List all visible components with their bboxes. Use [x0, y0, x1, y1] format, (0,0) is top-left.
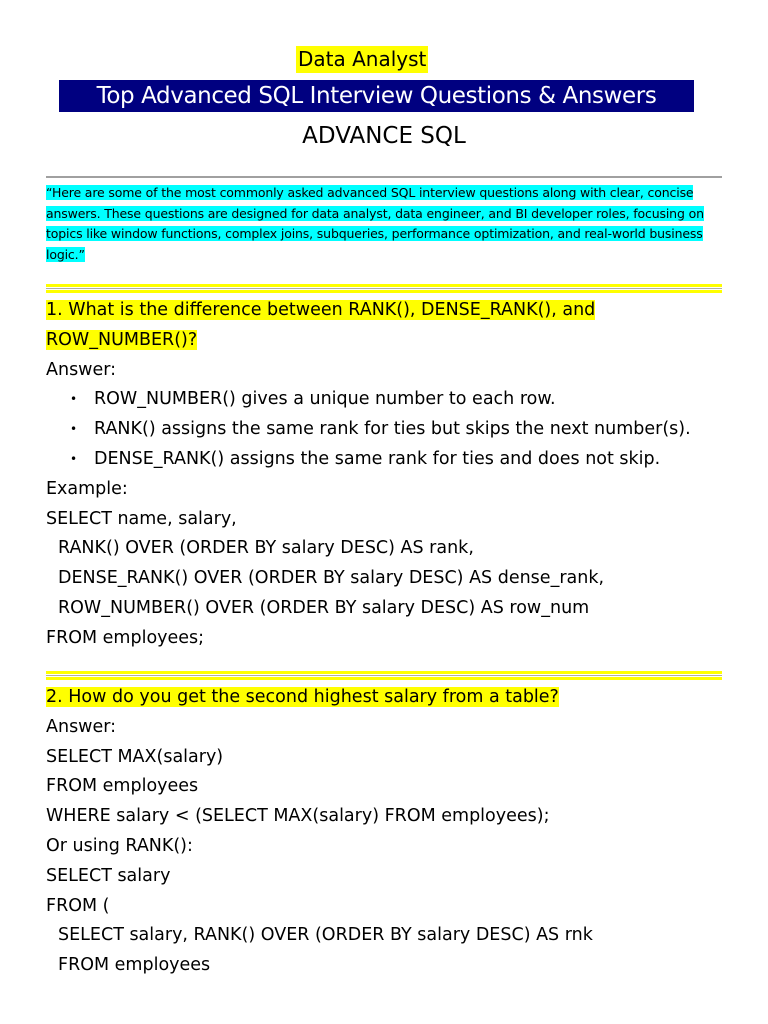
code-line: SELECT salary, RANK() OVER (ORDER BY salary DESC) AS rnk	[58, 925, 593, 946]
bullet-icon: •	[70, 422, 78, 437]
divider	[46, 176, 722, 178]
example-label: Example:	[46, 478, 128, 499]
intro-text: “Here are some of the most commonly asked advanced SQL interview questions along with clear, concise answers. These questions are designed for data analyst, data engineer, and BI developer roles, focusing on topics like window functions, complex joins, subqueries, performance optimization, and real-world business logic.”	[46, 185, 704, 262]
code-line: SELECT salary	[46, 865, 171, 886]
code-line: FROM employees	[58, 955, 211, 976]
question-1-title-line2: ROW_NUMBER()?	[46, 329, 198, 350]
document-title: Top Advanced SQL Interview Questions & Answers	[59, 80, 694, 112]
section-divider	[46, 671, 722, 680]
code-line: WHERE salary < (SELECT MAX(salary) FROM employees);	[46, 806, 550, 827]
code-line: FROM (	[46, 895, 110, 916]
question-2	[46, 683, 726, 981]
code-line: SELECT name, salary,	[46, 508, 237, 529]
document-subtitle: ADVANCE SQL	[302, 123, 466, 149]
question-1-title-line1: 1. What is the difference between RANK(), DENSE_RANK(), and	[46, 300, 596, 320]
bullet-icon: •	[70, 451, 78, 466]
code-line: SELECT MAX(salary)	[46, 746, 224, 767]
answer-label: Answer:	[46, 359, 117, 380]
bullet-icon: •	[70, 392, 78, 407]
role-badge: Data Analyst	[298, 47, 427, 71]
list-item	[46, 445, 726, 475]
question-2-title: 2. How do you get the second highest salary from a table?	[46, 687, 559, 707]
list-item-text: ROW_NUMBER() gives a unique number to each row.	[94, 389, 556, 410]
code-line: FROM employees;	[46, 627, 205, 648]
section-divider	[46, 284, 722, 293]
code-line: RANK() OVER (ORDER BY salary DESC) AS rank,	[58, 538, 474, 559]
code-line: ROW_NUMBER() OVER (ORDER BY salary DESC) AS row_num	[58, 597, 590, 618]
list-item	[46, 415, 726, 445]
list-item-text: RANK() assigns the same rank for ties but skips the next number(s).	[94, 419, 691, 440]
intro-paragraph	[46, 183, 722, 265]
text-line: Or using RANK():	[46, 835, 193, 856]
list-item	[46, 385, 726, 415]
list-item-text: DENSE_RANK() assigns the same rank for ties and does not skip.	[94, 448, 661, 469]
answer-label: Answer:	[46, 716, 117, 737]
code-line: DENSE_RANK() OVER (ORDER BY salary DESC) AS dense_rank,	[58, 568, 605, 589]
question-1	[46, 296, 726, 654]
code-line: FROM employees	[46, 776, 199, 797]
